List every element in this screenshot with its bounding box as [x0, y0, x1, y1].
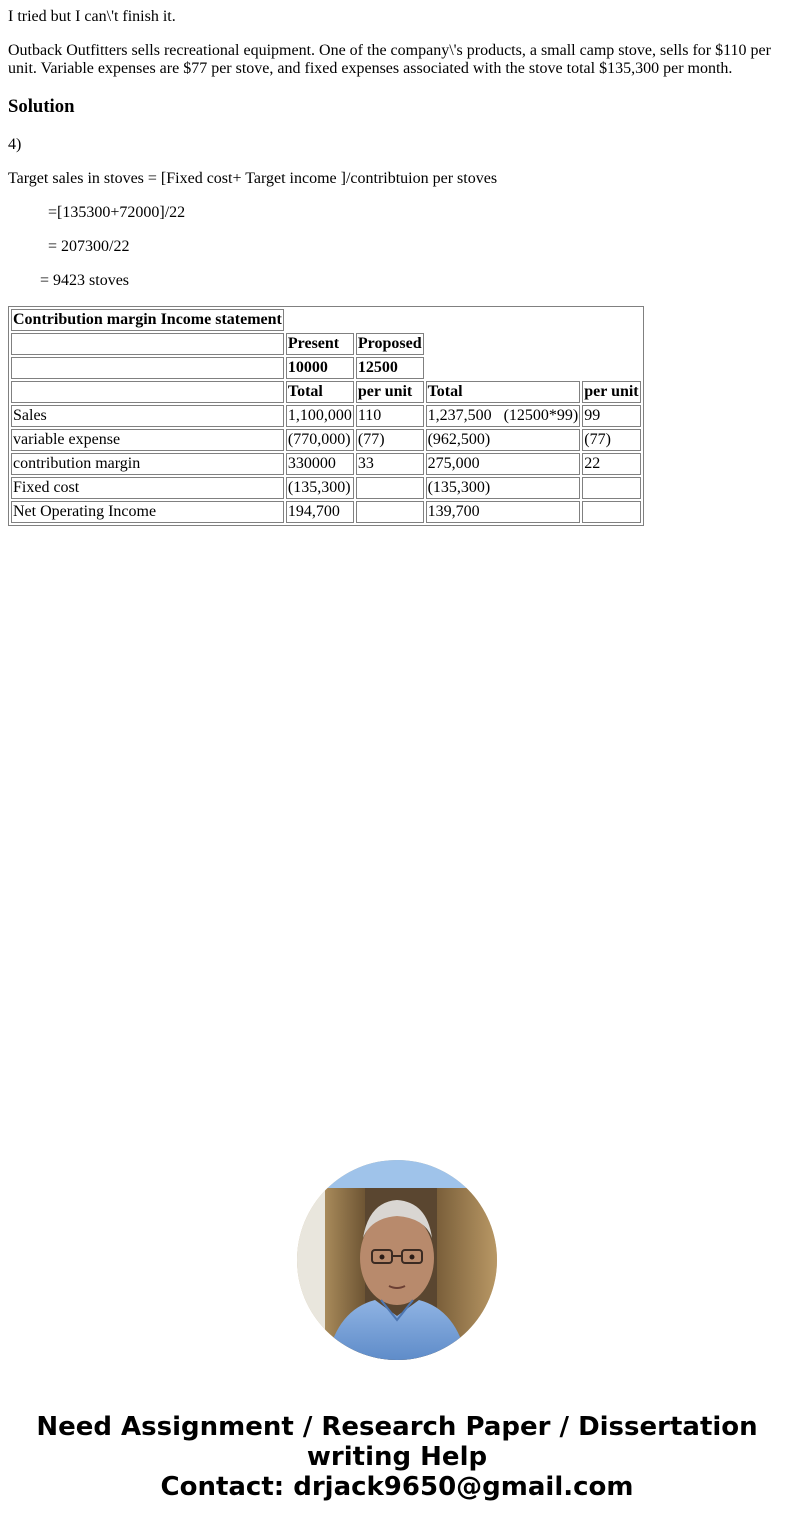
column-header-total-proposed: Total: [426, 381, 581, 403]
cell-total-proposed: 1,237,500 (12500*99): [426, 405, 581, 427]
table-title-row: [11, 309, 641, 331]
cell-per-unit: (77): [356, 429, 424, 451]
row-label: variable expense: [11, 429, 284, 451]
row-label: contribution margin: [11, 453, 284, 475]
table-column-header-row: [11, 381, 641, 403]
cell-total: 330000: [286, 453, 354, 475]
problem-text: Outback Outfitters sells recreational equipment. One of the company\'s products, a small camp stove, sells for $110 per unit. Variable expenses are $77 per stove, and fixed expenses associated with the stove total $135,300 per month.: [8, 42, 771, 77]
present-units: 10000: [286, 357, 354, 379]
table-row: [11, 453, 641, 475]
promo-banner: [0, 1160, 794, 1502]
header-proposed: Proposed: [356, 333, 424, 355]
avatar: [297, 1160, 497, 1360]
promo-line-1: Need Assignment / Research Paper / Dissertation: [36, 1412, 758, 1442]
cell-total-proposed: (962,500): [426, 429, 581, 451]
cell-total: (770,000): [286, 429, 354, 451]
part-label: 4): [8, 136, 22, 153]
cell-per-unit-proposed: [582, 477, 640, 499]
cell-total-proposed: 275,000: [426, 453, 581, 475]
table-header-row: [11, 333, 641, 355]
cell-total: (135,300): [286, 477, 354, 499]
document-body: [0, 8, 794, 526]
table-row: [11, 429, 641, 451]
person-photo-icon: [297, 1160, 497, 1360]
promo-line-2: writing Help: [306, 1442, 488, 1472]
table-title: Contribution margin Income statement: [11, 309, 284, 331]
formula-step-1: =[135300+72000]/22: [48, 204, 186, 221]
cell-per-unit-proposed: (77): [582, 429, 640, 451]
cell-per-unit: [356, 477, 424, 499]
cell-per-unit: 33: [356, 453, 424, 475]
cell-per-unit-proposed: 22: [582, 453, 640, 475]
row-label: Fixed cost: [11, 477, 284, 499]
table-units-row: [11, 357, 641, 379]
header-present: Present: [286, 333, 354, 355]
column-header-per-unit-proposed: per unit: [582, 381, 640, 403]
intro-text: I tried but I can\'t finish it.: [8, 8, 176, 25]
formula-step-2: = 207300/22: [48, 238, 130, 255]
formula-text: Target sales in stoves = [Fixed cost+ Target income ]/contribtuion per stoves: [8, 170, 498, 187]
cell-total: 1,100,000: [286, 405, 354, 427]
table-row: [11, 501, 641, 523]
promo-text: [0, 1412, 794, 1502]
cell-per-unit-proposed: [582, 501, 640, 523]
cell-per-unit-proposed: 99: [582, 405, 640, 427]
solution-heading: Solution: [8, 96, 75, 117]
contribution-margin-table: [8, 306, 644, 526]
cell-total-proposed: (135,300): [426, 477, 581, 499]
cell-total: 194,700: [286, 501, 354, 523]
column-header-per-unit: per unit: [356, 381, 424, 403]
promo-contact: Contact: drjack9650@gmail.com: [160, 1472, 634, 1502]
formula-result: = 9423 stoves: [40, 272, 130, 289]
table-row: [11, 405, 641, 427]
row-label: Net Operating Income: [11, 501, 284, 523]
cell-per-unit: [356, 501, 424, 523]
column-header-total: Total: [286, 381, 354, 403]
proposed-units: 12500: [356, 357, 424, 379]
table-row: [11, 477, 641, 499]
row-label: Sales: [11, 405, 284, 427]
cell-per-unit: 110: [356, 405, 424, 427]
cell-total-proposed: 139,700: [426, 501, 581, 523]
